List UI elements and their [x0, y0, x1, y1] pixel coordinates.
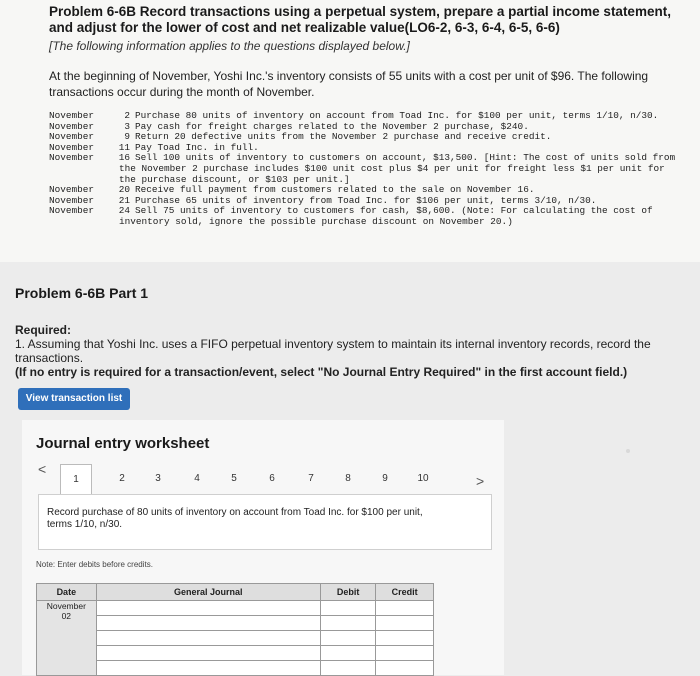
table-row: [37, 661, 434, 676]
table-row: [37, 646, 434, 661]
credit-column-header: Credit: [376, 584, 434, 601]
tab-6[interactable]: 6: [269, 473, 275, 484]
transaction-day: 3: [124, 120, 130, 132]
date-day: 02: [61, 611, 72, 621]
table-header-row: [37, 584, 434, 601]
required-note: (If no entry is required for a transaction/event, select "No Journal Entry Required" in the first account field.): [15, 365, 628, 379]
debit-credit-note: Note: Enter debits before credits.: [36, 560, 153, 569]
credit-field[interactable]: [376, 616, 434, 631]
credit-field[interactable]: [376, 631, 434, 646]
account-field[interactable]: [96, 616, 320, 631]
required-text: 1. Assuming that Yoshi Inc. uses a FIFO perpetual inventory system to maintain its internal inventory records, record the transactions.: [15, 337, 651, 365]
transaction-date: November: [49, 120, 95, 132]
account-column-header: General Journal: [96, 584, 320, 601]
worksheet-title: Journal entry worksheet: [36, 435, 210, 452]
transaction-text: Pay cash for freight charges related to the November 2 purchase, $240.: [135, 120, 529, 132]
debit-field[interactable]: [320, 661, 376, 676]
problem-paragraph: At the beginning of November, Yoshi Inc.'s inventory consists of 55 units with a cost per unit of $96. The following transactions occur during the month of November.: [49, 69, 649, 99]
required-label: Required:: [15, 323, 72, 337]
transaction-day: 20: [118, 184, 130, 196]
table-row: [37, 631, 434, 646]
problem-title: Problem 6-6B Record transactions using a perpetual system, prepare a partial income statement, and adjust for the lower of cost and net realizable value(LO6-2, 6-3, 6-4, 6-5, 6-6): [49, 4, 671, 35]
transaction-text-continued: the purchase discount, or $103 per unit.]: [119, 173, 350, 185]
instruction-text: Record purchase of 80 units of inventory on account from Toad Inc. for $100 per unit, terms 1/10, n/30.: [47, 507, 423, 530]
transaction-date: November: [49, 205, 95, 217]
tab-3[interactable]: 3: [155, 473, 161, 484]
table-row: [37, 601, 434, 616]
instruction-box: [38, 494, 492, 550]
transaction-date: November: [49, 152, 95, 164]
date-cell: [37, 601, 97, 676]
required-block: [15, 323, 700, 379]
view-transaction-list-button[interactable]: View transaction list: [18, 388, 130, 410]
account-field[interactable]: [96, 601, 320, 616]
transaction-text: Receive full payment from customers related to the sale on November 16.: [135, 184, 535, 196]
transaction-text: Sell 100 units of inventory to customers on account, $13,500. [Hint: The cost of units sold from: [135, 152, 676, 164]
transaction-date: November: [49, 141, 95, 153]
debit-field[interactable]: [320, 616, 376, 631]
transaction-date: November: [49, 194, 95, 206]
tab-8[interactable]: 8: [345, 473, 351, 484]
worksheet-tabs: [60, 464, 463, 494]
chevron-right-icon[interactable]: >: [476, 473, 485, 489]
journal-table: [36, 583, 434, 676]
transaction-date: November: [49, 110, 95, 121]
debit-field[interactable]: [320, 646, 376, 661]
account-field[interactable]: [96, 661, 320, 676]
table-row: [37, 616, 434, 631]
transaction-text-continued: the November 2 purchase includes $100 unit cost plus $4 per unit for freight less $1 per unit for: [119, 162, 665, 174]
transaction-date: November: [49, 131, 95, 143]
tab-10[interactable]: 10: [417, 473, 429, 484]
info-note: [The following information applies to the questions displayed below.]: [49, 39, 410, 53]
credit-field[interactable]: [376, 661, 434, 676]
transaction-text-continued: inventory sold, ignore the possible purchase discount on November 20.): [119, 215, 513, 227]
transaction-day: 9: [124, 131, 130, 143]
tab-5[interactable]: 5: [231, 473, 237, 484]
date-month: November: [46, 601, 86, 611]
tab-7[interactable]: 7: [308, 473, 314, 484]
transactions-list: [49, 111, 694, 228]
transaction-day: 11: [118, 141, 130, 153]
account-field[interactable]: [96, 646, 320, 661]
transaction-text: Return 20 defective units from the November 2 purchase and receive credit.: [135, 131, 552, 143]
tab-4[interactable]: 4: [194, 473, 200, 484]
debit-column-header: Debit: [320, 584, 376, 601]
debit-field[interactable]: [320, 631, 376, 646]
transaction-day: 24: [118, 205, 130, 217]
tab-9[interactable]: 9: [382, 473, 388, 484]
tab-2[interactable]: 2: [119, 473, 125, 484]
account-field[interactable]: [96, 631, 320, 646]
tab-1[interactable]: 1: [60, 464, 92, 497]
transaction-text: Purchase 65 units of inventory from Toad Inc. for $106 per unit, terms 3/10, n/30.: [135, 194, 597, 206]
transaction-day: 16: [118, 152, 130, 164]
debit-field[interactable]: [320, 601, 376, 616]
transaction-text: Sell 75 units of inventory to customers for cash, $8,600. (Note: For calculating the cost of: [135, 205, 653, 217]
credit-field[interactable]: [376, 601, 434, 616]
problem-panel: [0, 0, 700, 262]
date-column-header: Date: [37, 584, 97, 601]
transaction-date: November: [49, 184, 95, 196]
chevron-left-icon[interactable]: <: [38, 461, 47, 477]
credit-field[interactable]: [376, 646, 434, 661]
transaction-row: [49, 111, 694, 122]
transaction-text: Pay Toad Inc. in full.: [135, 141, 259, 153]
transaction-day: 2: [124, 110, 130, 121]
decorative-dot: [626, 449, 630, 453]
transaction-day: 21: [118, 194, 130, 206]
part-title: Problem 6-6B Part 1: [15, 285, 149, 301]
transaction-text: Purchase 80 units of inventory on account from Toad Inc. for $100 per unit, terms 1/10, n/30.: [135, 110, 659, 121]
